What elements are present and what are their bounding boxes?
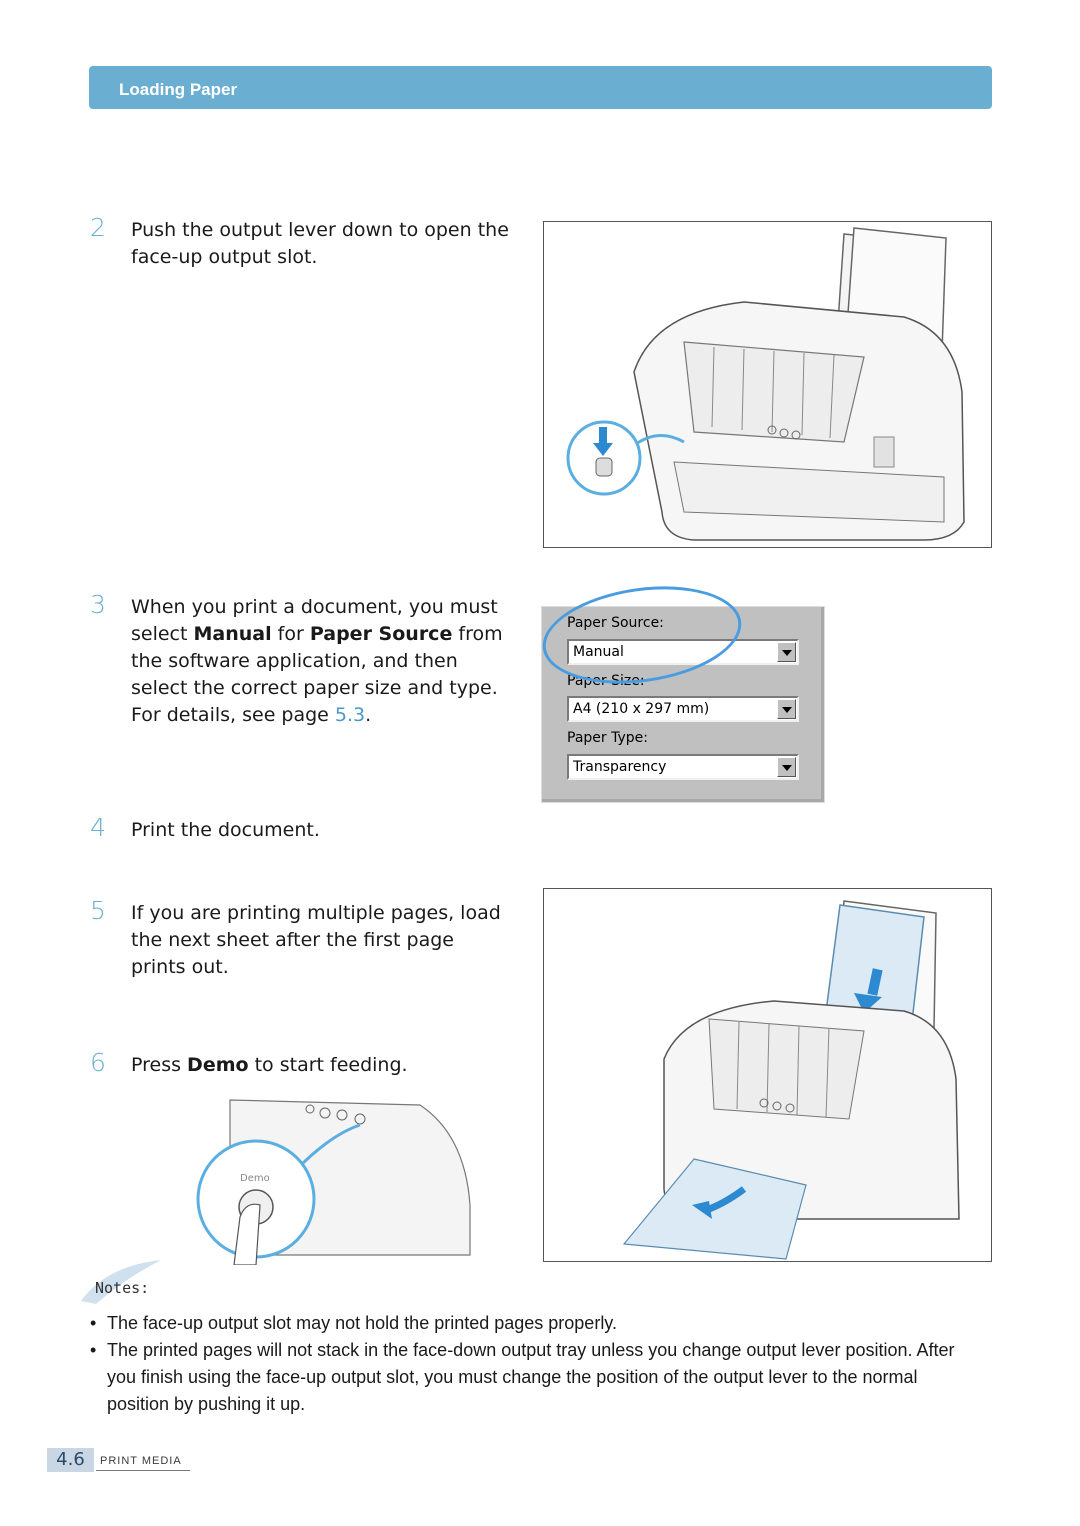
bullet: • xyxy=(90,1340,97,1360)
step-text-part: . xyxy=(365,704,372,726)
chevron-down-icon[interactable] xyxy=(777,699,796,719)
printer-feeding-drawing xyxy=(544,889,992,1262)
paper-size-label: Paper Size: xyxy=(567,673,645,689)
paper-size-select[interactable] xyxy=(567,696,799,722)
paper-type-label: Paper Type: xyxy=(567,730,648,746)
step-text-part: from the software application, and then select the correct paper size and type. For details, see page xyxy=(131,623,503,726)
step-number: 6 xyxy=(90,1048,106,1077)
printer-feeding-illustration xyxy=(543,888,992,1262)
note-item xyxy=(90,1310,980,1337)
manual-emphasis: Manual xyxy=(193,623,272,645)
demo-button-label: Demo xyxy=(240,1173,270,1184)
chevron-down-icon[interactable] xyxy=(777,642,796,662)
demo-button-illustration xyxy=(190,1095,475,1265)
section-header-bar xyxy=(89,66,992,109)
step-number: 4 xyxy=(90,813,106,842)
step-number: 2 xyxy=(90,213,106,242)
chevron-down-icon[interactable] xyxy=(777,757,796,777)
paper-type-value: Transparency xyxy=(573,759,667,775)
bullet: • xyxy=(90,1313,97,1333)
paper-size-value: A4 (210 x 297 mm) xyxy=(573,701,710,717)
paper-source-emphasis: Paper Source xyxy=(309,623,453,645)
paper-source-value: Manual xyxy=(573,644,624,660)
notes-label: Notes: xyxy=(95,1279,150,1297)
step-text xyxy=(131,594,511,729)
note-text: The printed pages will not stack in the face-down output tray unless you change output lever position. After you finish using the face-up output slot, you must change the position of the output lever to the normal position by pushing it up. xyxy=(107,1340,955,1414)
step-text xyxy=(131,1052,511,1079)
printer-lever-illustration xyxy=(543,221,992,548)
paper-source-label: Paper Source: xyxy=(567,615,664,631)
section-title: Loading Paper xyxy=(119,80,238,99)
footer-rule xyxy=(96,1470,190,1471)
step-text-part: to start feeding. xyxy=(248,1054,408,1076)
step-text: If you are printing multiple pages, load the next sheet after the first page prints out. xyxy=(131,902,501,978)
step-text-part: When you print a document, you must select xyxy=(131,596,498,645)
step-text: Push the output lever down to open the face-up output slot. xyxy=(131,219,509,268)
step-number: 3 xyxy=(90,590,106,619)
paper-type-select[interactable] xyxy=(567,754,799,780)
note-item xyxy=(90,1337,980,1418)
demo-emphasis: Demo xyxy=(187,1054,249,1076)
step-text-part: for xyxy=(271,623,310,645)
step-text-part: Press xyxy=(131,1054,188,1076)
footer-section-name: PRINT MEDIA xyxy=(100,1455,182,1467)
page-number: 4.6 xyxy=(47,1448,94,1472)
step-text: Print the document. xyxy=(131,819,320,841)
note-text: The face-up output slot may not hold the printed pages properly. xyxy=(107,1313,617,1333)
printer-lever-drawing xyxy=(544,222,992,548)
step-number: 5 xyxy=(90,896,106,925)
page-reference-link[interactable]: 5.3 xyxy=(334,704,366,726)
